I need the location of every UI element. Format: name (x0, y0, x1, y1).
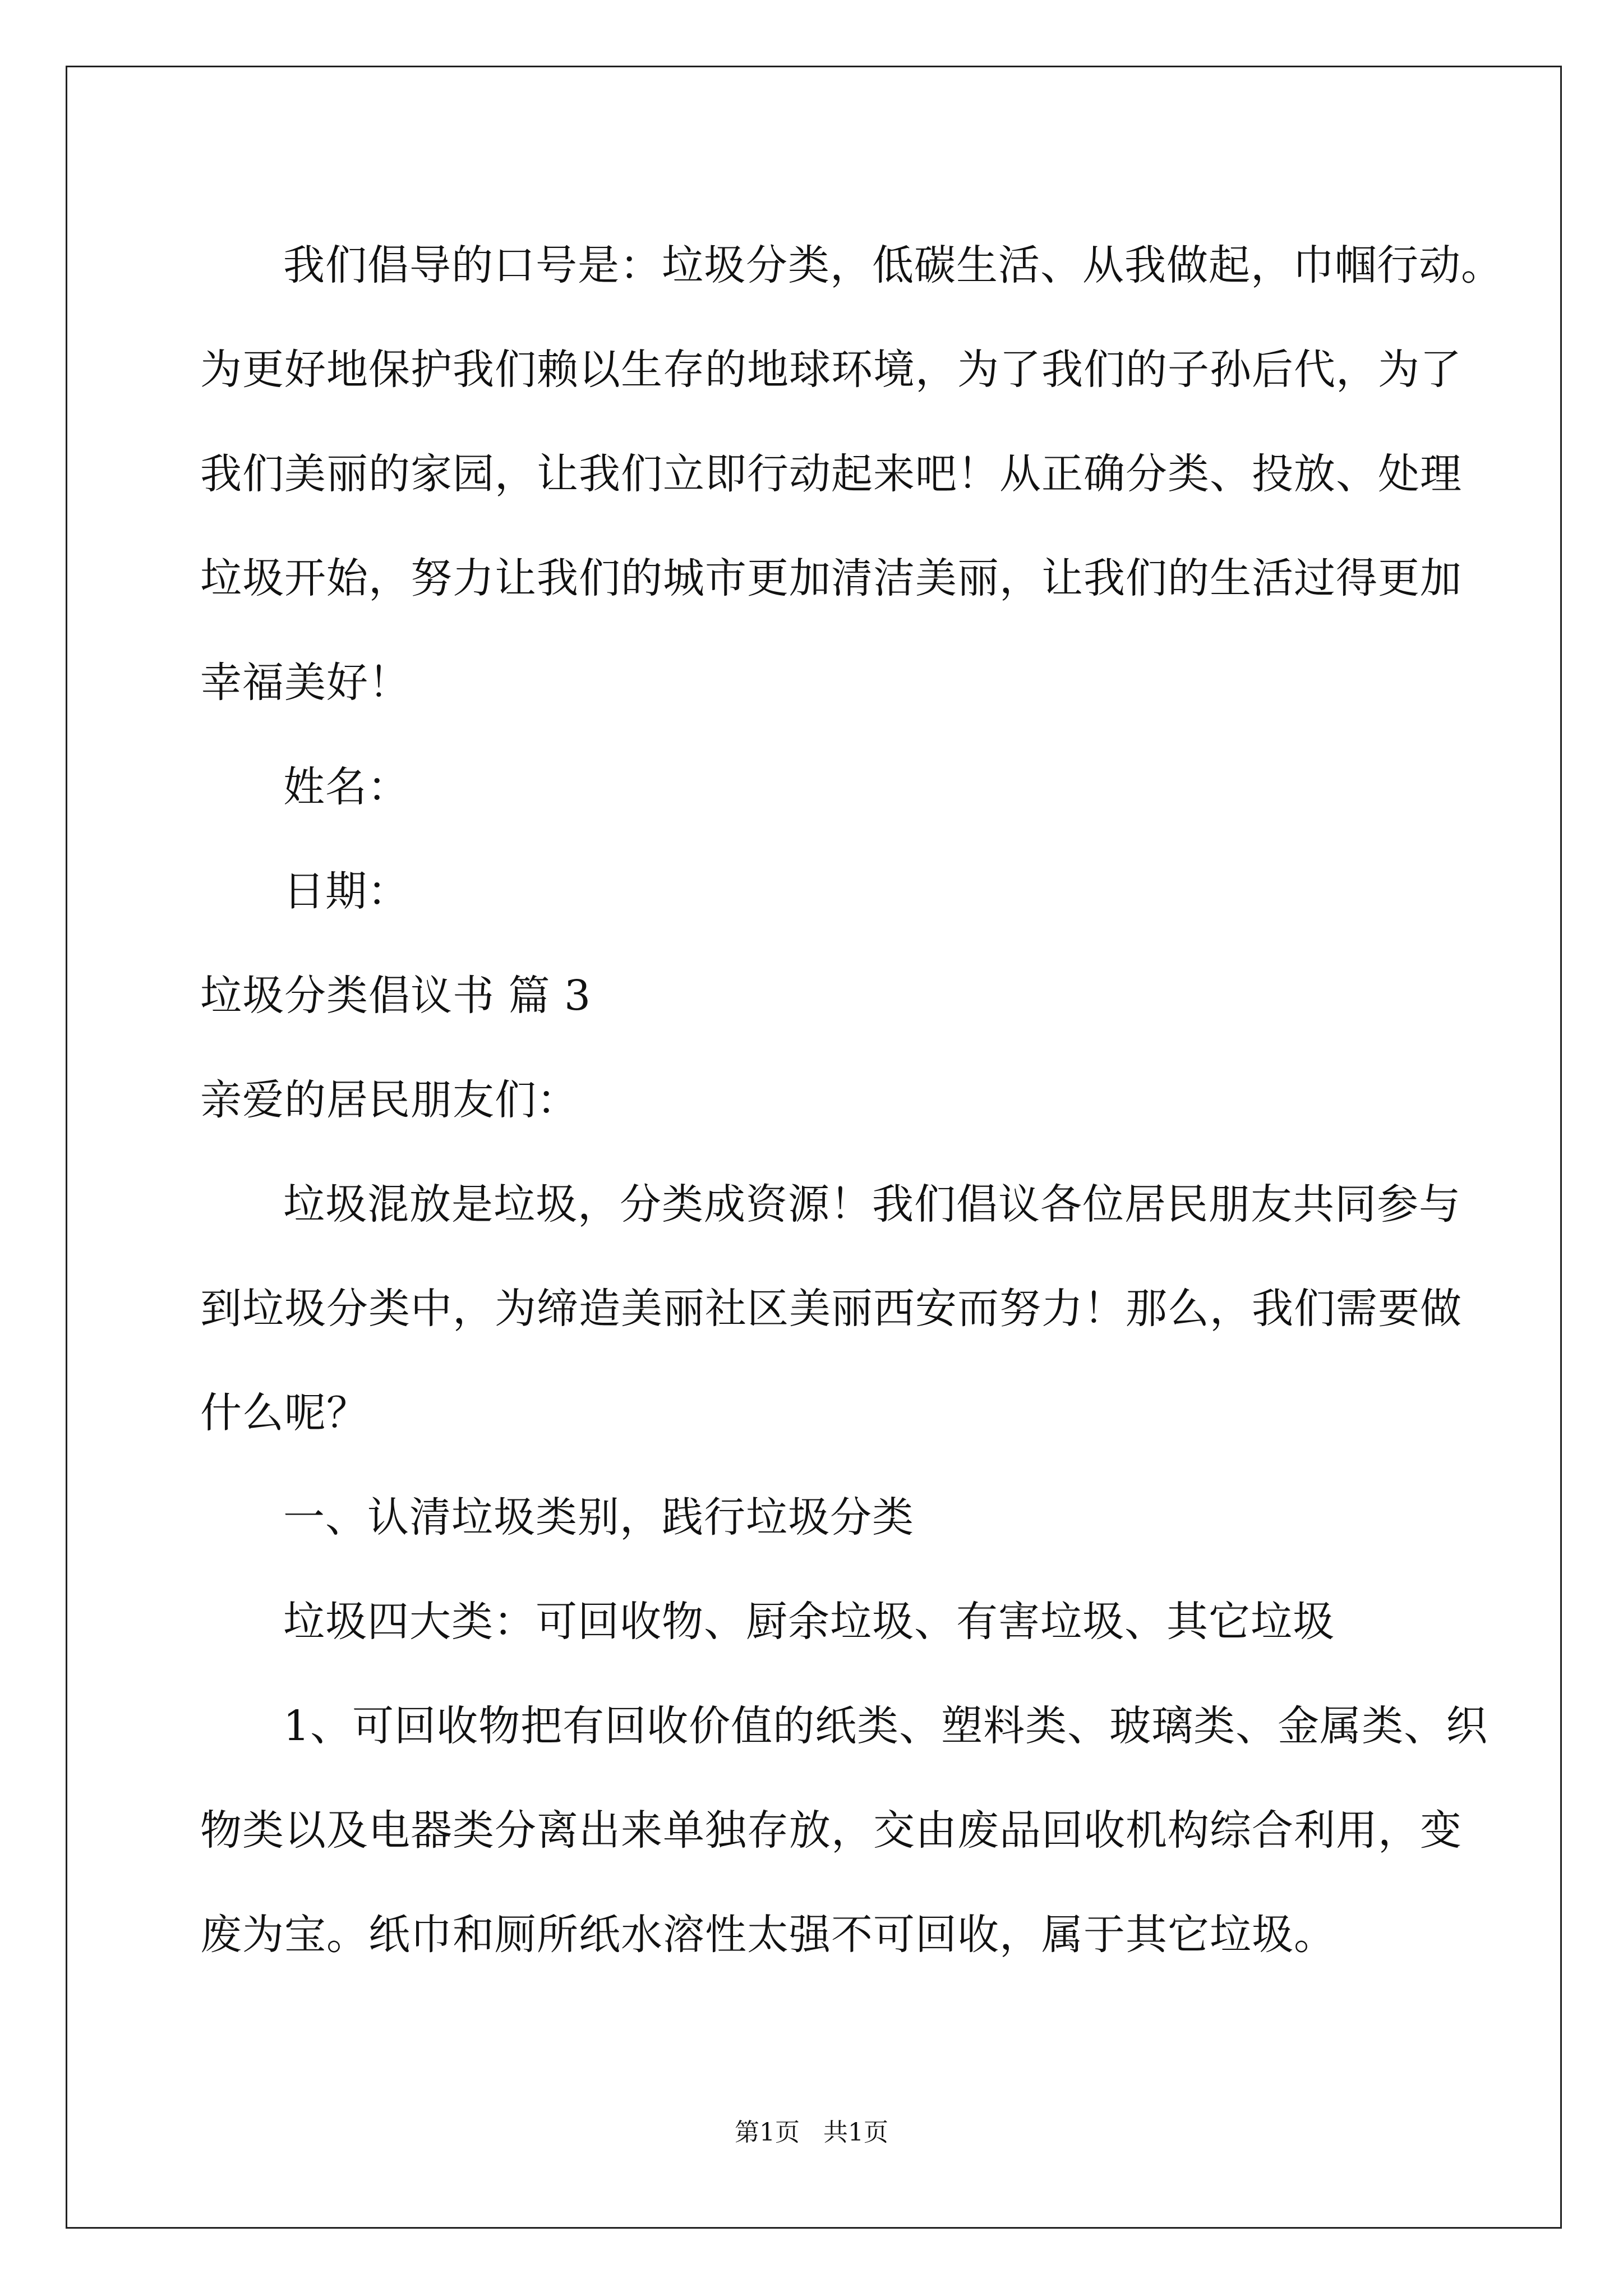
name-field-label: 姓名： (283, 763, 409, 811)
paragraph-line: 我们倡导的口号是：垃圾分类，低碳生活、从我做起，巾帼行动。 (283, 241, 1503, 289)
salutation: 亲爱的居民朋友们： (200, 1076, 579, 1124)
section-heading: 垃圾分类倡议书 篇 3 (200, 972, 592, 1020)
document-body (200, 213, 1503, 1987)
paragraph-line: 到垃圾分类中，为缔造美丽社区美丽西安而努力！那么，我们需要做 (200, 1285, 1462, 1333)
paragraph-line: 废为宝。纸巾和厕所纸水溶性太强不可回收，属于其它垃圾。 (200, 1911, 1336, 1959)
paragraph-line: 1、可回收物把有回收价值的纸类、塑料类、玻璃类、金属类、织 (283, 1702, 1488, 1750)
date-field-label: 日期： (283, 867, 409, 915)
paragraph-line: 为更好地保护我们赖以生存的地球环境，为了我们的子孙后代，为了 (200, 346, 1462, 394)
paragraph-line: 垃圾混放是垃圾，分类成资源！我们倡议各位居民朋友共同参与 (283, 1180, 1461, 1228)
paragraph-line: 我们美丽的家园，让我们立即行动起来吧！从正确分类、投放、处理 (200, 450, 1462, 498)
paragraph-line: 垃圾四大类：可回收物、厨余垃圾、有害垃圾、其它垃圾 (283, 1598, 1335, 1646)
paragraph-line: 幸福美好！ (200, 659, 411, 707)
subheading: 一、认清垃圾类别，践行垃圾分类 (283, 1493, 914, 1542)
page-footer: 第1页 共1页 (735, 2118, 888, 2147)
paragraph-line: 物类以及电器类分离出来单独存放，交由废品回收机构综合利用，变 (200, 1806, 1462, 1855)
paragraph-line: 垃圾开始，努力让我们的城市更加清洁美丽，让我们的生活过得更加 (200, 554, 1462, 602)
paragraph-line: 什么呢？ (200, 1389, 368, 1437)
